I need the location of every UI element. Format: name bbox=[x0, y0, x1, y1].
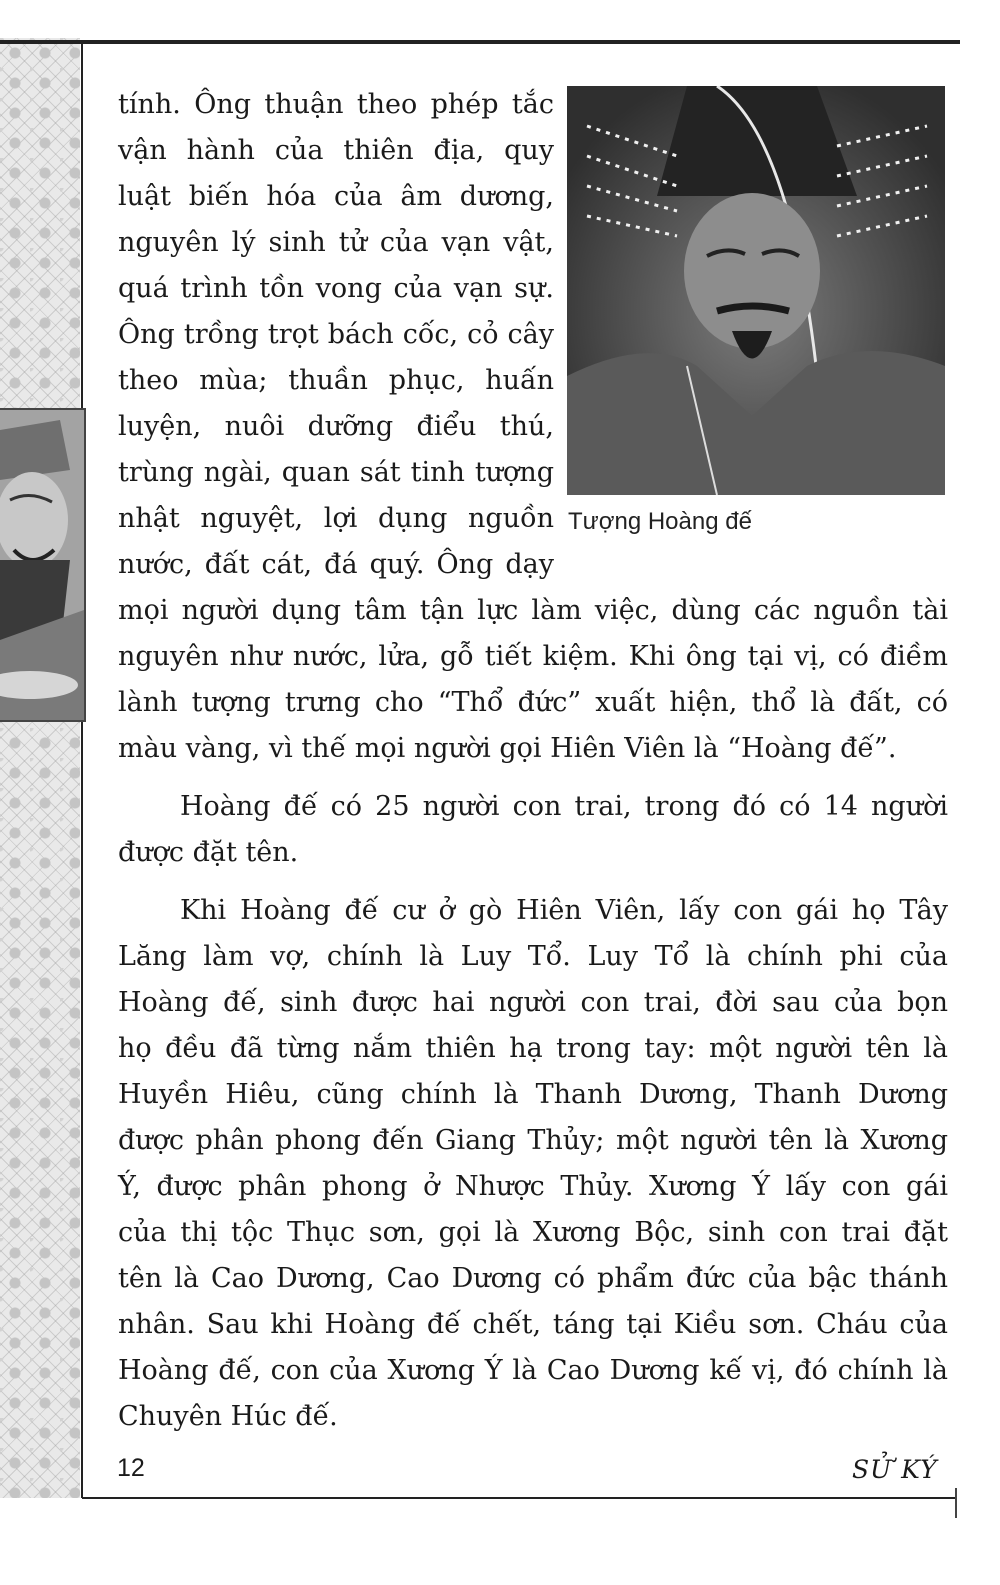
text-line: tính. Ông thuận theo phép tắc bbox=[118, 89, 554, 120]
text-line: Ý, được phân phong ở Nhược Thủy. Xương Ý lấy con gái bbox=[118, 1171, 948, 1202]
text-line: Ông trồng trọt bách cốc, cỏ cây bbox=[118, 319, 554, 350]
side-portrait-image bbox=[0, 408, 86, 722]
text-line: Chuyên Húc đế. bbox=[118, 1401, 338, 1432]
ornamental-margin bbox=[0, 38, 80, 1498]
text-line: luyện, nuôi dưỡng điểu thú, bbox=[118, 411, 554, 442]
text-line: lành tượng trưng cho “Thổ đức” xuất hiện, thổ là đất, có bbox=[118, 687, 948, 718]
margin-rule bbox=[81, 42, 83, 1498]
text-line: mọi người dụng tâm tận lực làm việc, dùng các nguồn tài bbox=[118, 595, 948, 626]
text-line: Khi Hoàng đế cư ở gò Hiên Viên, lấy con gái họ Tây bbox=[180, 895, 948, 926]
text-line: theo mùa; thuần phục, huấn bbox=[118, 365, 554, 396]
text-line: được đặt tên. bbox=[118, 837, 299, 868]
corner-rule bbox=[955, 1488, 957, 1518]
text-line: vận hành của thiên địa, quy bbox=[118, 135, 554, 166]
text-line: của thị tộc Thục sơn, gọi là Xương Bộc, sinh con trai đặt bbox=[118, 1217, 948, 1248]
text-line: nguyên lý sinh tử của vạn vật, bbox=[118, 227, 554, 258]
page-number: 12 bbox=[117, 1454, 145, 1482]
text-line: nước, đất cát, đá quý. Ông dạy bbox=[118, 549, 554, 580]
text-line: nhật nguyệt, lợi dụng nguồn bbox=[118, 503, 554, 534]
text-line: Huyền Hiêu, cũng chính là Thanh Dương, Thanh Dương bbox=[118, 1079, 948, 1110]
text-line: Hoàng đế, con của Xương Ý là Cao Dương kế vị, đó chính là bbox=[118, 1355, 948, 1386]
text-line: được phân phong đến Giang Thủy; một người tên là Xương bbox=[118, 1125, 948, 1156]
text-line: họ đều đã từng nắm thiên hạ trong tay: một người tên là bbox=[118, 1033, 948, 1064]
running-title: SỬ KÝ bbox=[852, 1455, 938, 1484]
bottom-rule bbox=[82, 1497, 957, 1499]
top-rule bbox=[0, 40, 960, 44]
text-line: màu vàng, vì thế mọi người gọi Hiên Viên là “Hoàng đế”. bbox=[118, 733, 897, 764]
photo-caption: Tượng Hoàng đế bbox=[568, 508, 752, 535]
text-line: Hoàng đế có 25 người con trai, trong đó có 14 người bbox=[180, 791, 948, 822]
text-line: trùng ngài, quan sát tinh tượng bbox=[118, 457, 554, 488]
text-line: nhân. Sau khi Hoàng đế chết, táng tại Kiều sơn. Cháu của bbox=[118, 1309, 948, 1340]
text-line: luật biến hóa của âm dương, bbox=[118, 181, 554, 212]
text-line: Lăng làm vợ, chính là Luy Tổ. Luy Tổ là chính phi của bbox=[118, 941, 948, 972]
text-line: quá trình tồn vong của vạn sự. bbox=[118, 273, 554, 304]
text-line: tên là Cao Dương, Cao Dương có phẩm đức của bậc thánh bbox=[118, 1263, 948, 1294]
text-line: nguyên như nước, lửa, gỗ tiết kiệm. Khi ông tại vị, có điềm bbox=[118, 641, 948, 672]
body-text bbox=[118, 82, 948, 1440]
text-line: Hoàng đế, sinh được hai người con trai, đời sau của bọn bbox=[118, 987, 948, 1018]
